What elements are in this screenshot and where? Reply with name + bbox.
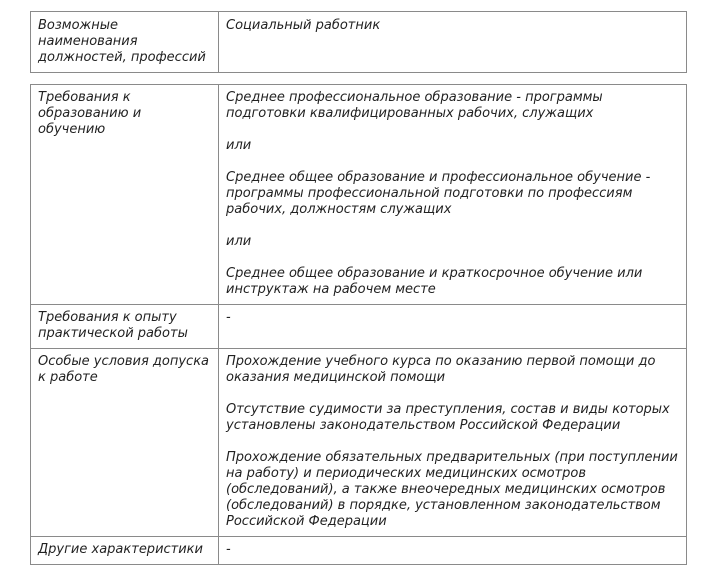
row-value (219, 85, 687, 305)
value-paragraph: Среднее профессиональное образование - программы подготовки квалифицированных рабочих, служащих (226, 90, 603, 121)
table-row (31, 305, 687, 349)
table-row (31, 537, 687, 565)
value-paragraph: Социальный работник (226, 18, 381, 33)
row-value (219, 537, 687, 565)
value-paragraph: Среднее общее образование и профессиональное обучение - программы профессиональной подготовки по профессиям рабочих, должностям служащих (226, 170, 651, 217)
row-label: Требования к образованию и обучению (31, 85, 219, 305)
value-paragraph: Среднее общее образование и краткосрочное обучение или инструктаж на рабочем месте (226, 266, 643, 297)
row-value (219, 305, 687, 349)
value-paragraph: - (226, 310, 231, 325)
value-paragraph: - (226, 542, 231, 557)
job-titles-table (30, 11, 687, 73)
value-paragraph: Прохождение обязательных предварительных (при поступлении на работу) и периодических медицинских осмотров (обследований), а также внеочередных медицинских осмотров (обследований) в порядке, установленном законодательством Российской Федерации (226, 450, 678, 529)
value-paragraph: Прохождение учебного курса по оказанию первой помощи до оказания медицинской помощи (226, 354, 656, 385)
row-label: Особые условия допуска к работе (31, 349, 219, 537)
table-row (31, 12, 687, 73)
row-value (219, 12, 687, 73)
row-label: Требования к опыту практической работы (31, 305, 219, 349)
value-paragraph: или (226, 138, 252, 153)
row-value (219, 349, 687, 537)
row-label: Другие характеристики (31, 537, 219, 565)
value-paragraph: или (226, 234, 252, 249)
table-row (31, 85, 687, 305)
requirements-table (30, 84, 687, 565)
value-paragraph: Отсутствие судимости за преступления, состав и виды которых установлены законодательством Российской Федерации (226, 402, 670, 433)
table-row (31, 349, 687, 537)
row-label: Возможные наименования должностей, профессий (31, 12, 219, 73)
